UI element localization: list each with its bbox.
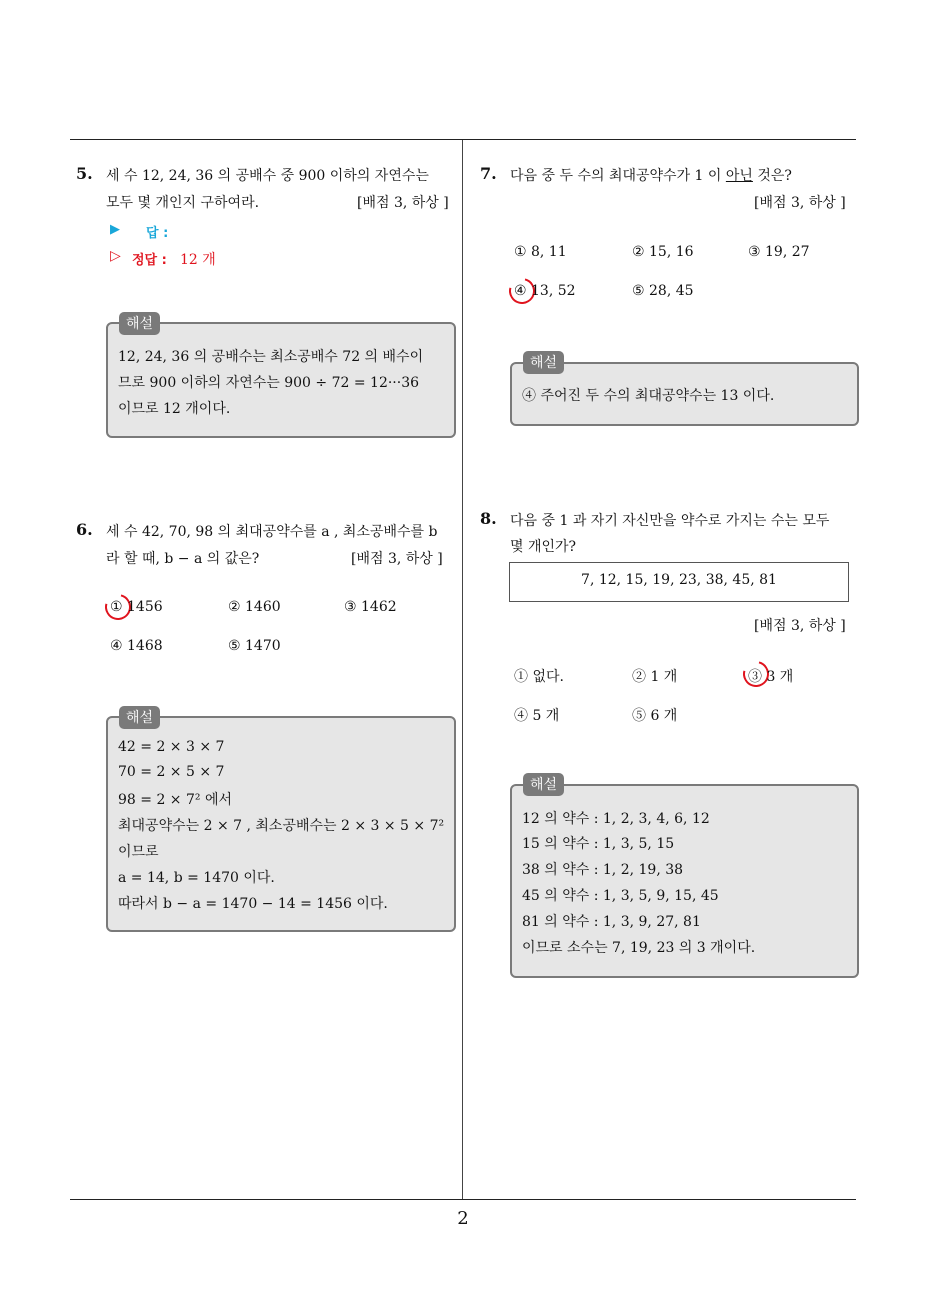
top-rule (70, 139, 856, 140)
q6-explanation-line: 98 = 2 × 7² 에서 (118, 792, 233, 808)
q6-text-line1: 세 수 42, 70, 98 의 최대공약수를 a , 최소공배수를 b (106, 524, 438, 540)
q6-meta: [배점 3, 하상 ] (351, 551, 443, 567)
q6-explanation-tag: 해설 (119, 706, 160, 729)
q6-number: 6. (76, 520, 93, 539)
q8-choice-1[interactable]: ① 없다. (514, 669, 564, 685)
q8-text-line2: 몇 개인가? (510, 539, 577, 555)
q8-number: 8. (480, 509, 497, 528)
q7-choice-4[interactable]: ④ 13, 52 (514, 283, 576, 299)
q8-explanation-line: 81 의 약수 : 1, 3, 9, 27, 81 (522, 914, 701, 930)
q8-choice-2[interactable]: ② 1 개 (632, 669, 678, 685)
q7-choice-2[interactable]: ② 15, 16 (632, 244, 694, 260)
q7-number: 7. (480, 164, 497, 183)
q5-explanation-line: 이므로 12 개이다. (118, 401, 231, 417)
q6-choice-1[interactable]: ① 1456 (110, 599, 163, 615)
q8-explanation-tag: 해설 (523, 773, 564, 796)
q6-explanation-line: 70 = 2 × 5 × 7 (118, 764, 225, 780)
q7-explanation-line: ④ 주어진 두 수의 최대공약수는 13 이다. (522, 388, 775, 404)
q7-choice-5[interactable]: ⑤ 28, 45 (632, 283, 694, 299)
q5-meta: [배점 3, 하상 ] (357, 195, 449, 211)
correct-arrow-icon: ▷ (110, 248, 121, 264)
q8-choice-3[interactable]: ③ 3 개 (748, 669, 794, 685)
q6-text-line2: 라 할 때, b − a 의 값은? (106, 551, 260, 567)
q6-choice-5[interactable]: ⑤ 1470 (228, 638, 281, 654)
q8-explanation-line: 45 의 약수 : 1, 3, 5, 9, 15, 45 (522, 888, 719, 904)
q7-text-underlined: 아닌 (725, 168, 753, 184)
answer-arrow-icon: ▶ (110, 222, 120, 237)
q7-text-before: 다음 중 두 수의 최대공약수가 1 이 (510, 168, 726, 184)
q5-correct-label: 정답 : (132, 253, 167, 268)
q7-explanation-tag: 해설 (523, 351, 564, 374)
q8-box-content: 7, 12, 15, 19, 23, 38, 45, 81 (581, 572, 777, 588)
q6-explanation-line: 이므로 (118, 844, 159, 860)
q6-explanation-line: 따라서 b − a = 1470 − 14 = 1456 이다. (118, 896, 388, 912)
q6-explanation-line: 42 = 2 × 3 × 7 (118, 739, 225, 755)
q7-choice-1[interactable]: ① 8, 11 (514, 244, 567, 260)
q7-meta: [배점 3, 하상 ] (754, 195, 846, 211)
q6-choice-4[interactable]: ④ 1468 (110, 638, 163, 654)
q5-number: 5. (76, 164, 93, 183)
q8-text-line1: 다음 중 1 과 자기 자신만을 약수로 가지는 수는 모두 (510, 513, 830, 529)
q6-choice-2[interactable]: ② 1460 (228, 599, 281, 615)
q5-text-line1: 세 수 12, 24, 36 의 공배수 중 900 이하의 자연수는 (106, 168, 429, 184)
q6-choice-3[interactable]: ③ 1462 (344, 599, 397, 615)
q8-meta: [배점 3, 하상 ] (754, 618, 846, 634)
q5-correct-value: 12 개 (180, 252, 216, 268)
q7-text (510, 165, 792, 185)
q8-explanation-line: 12 의 약수 : 1, 2, 3, 4, 6, 12 (522, 811, 710, 827)
q5-explanation-line: 12, 24, 36 의 공배수는 최소공배수 72 의 배수이 (118, 349, 424, 365)
q5-text-line2: 모두 몇 개인지 구하여라. (106, 195, 260, 211)
q7-choice-3[interactable]: ③ 19, 27 (748, 244, 810, 260)
q8-choice-4[interactable]: ④ 5 개 (514, 708, 560, 724)
q5-explanation-tag: 해설 (119, 312, 160, 335)
q6-explanation-line: 최대공약수는 2 × 7 , 최소공배수는 2 × 3 × 5 × 7² (118, 818, 445, 834)
q5-explanation-line: 므로 900 이하의 자연수는 900 ÷ 72 = 12···36 (118, 375, 420, 391)
bottom-rule (70, 1199, 856, 1200)
q5-answer-label: 답 : (146, 226, 169, 241)
q8-choice-5[interactable]: ⑤ 6 개 (632, 708, 678, 724)
q8-explanation-line: 38 의 약수 : 1, 2, 19, 38 (522, 862, 684, 878)
q8-explanation-line: 이므로 소수는 7, 19, 23 의 3 개이다. (522, 940, 756, 956)
q8-explanation-line: 15 의 약수 : 1, 3, 5, 15 (522, 836, 675, 852)
page-number: 2 (457, 1208, 469, 1229)
q6-explanation-line: a = 14, b = 1470 이다. (118, 870, 275, 886)
column-divider (462, 140, 463, 1200)
q7-text-after: 것은? (752, 168, 792, 184)
